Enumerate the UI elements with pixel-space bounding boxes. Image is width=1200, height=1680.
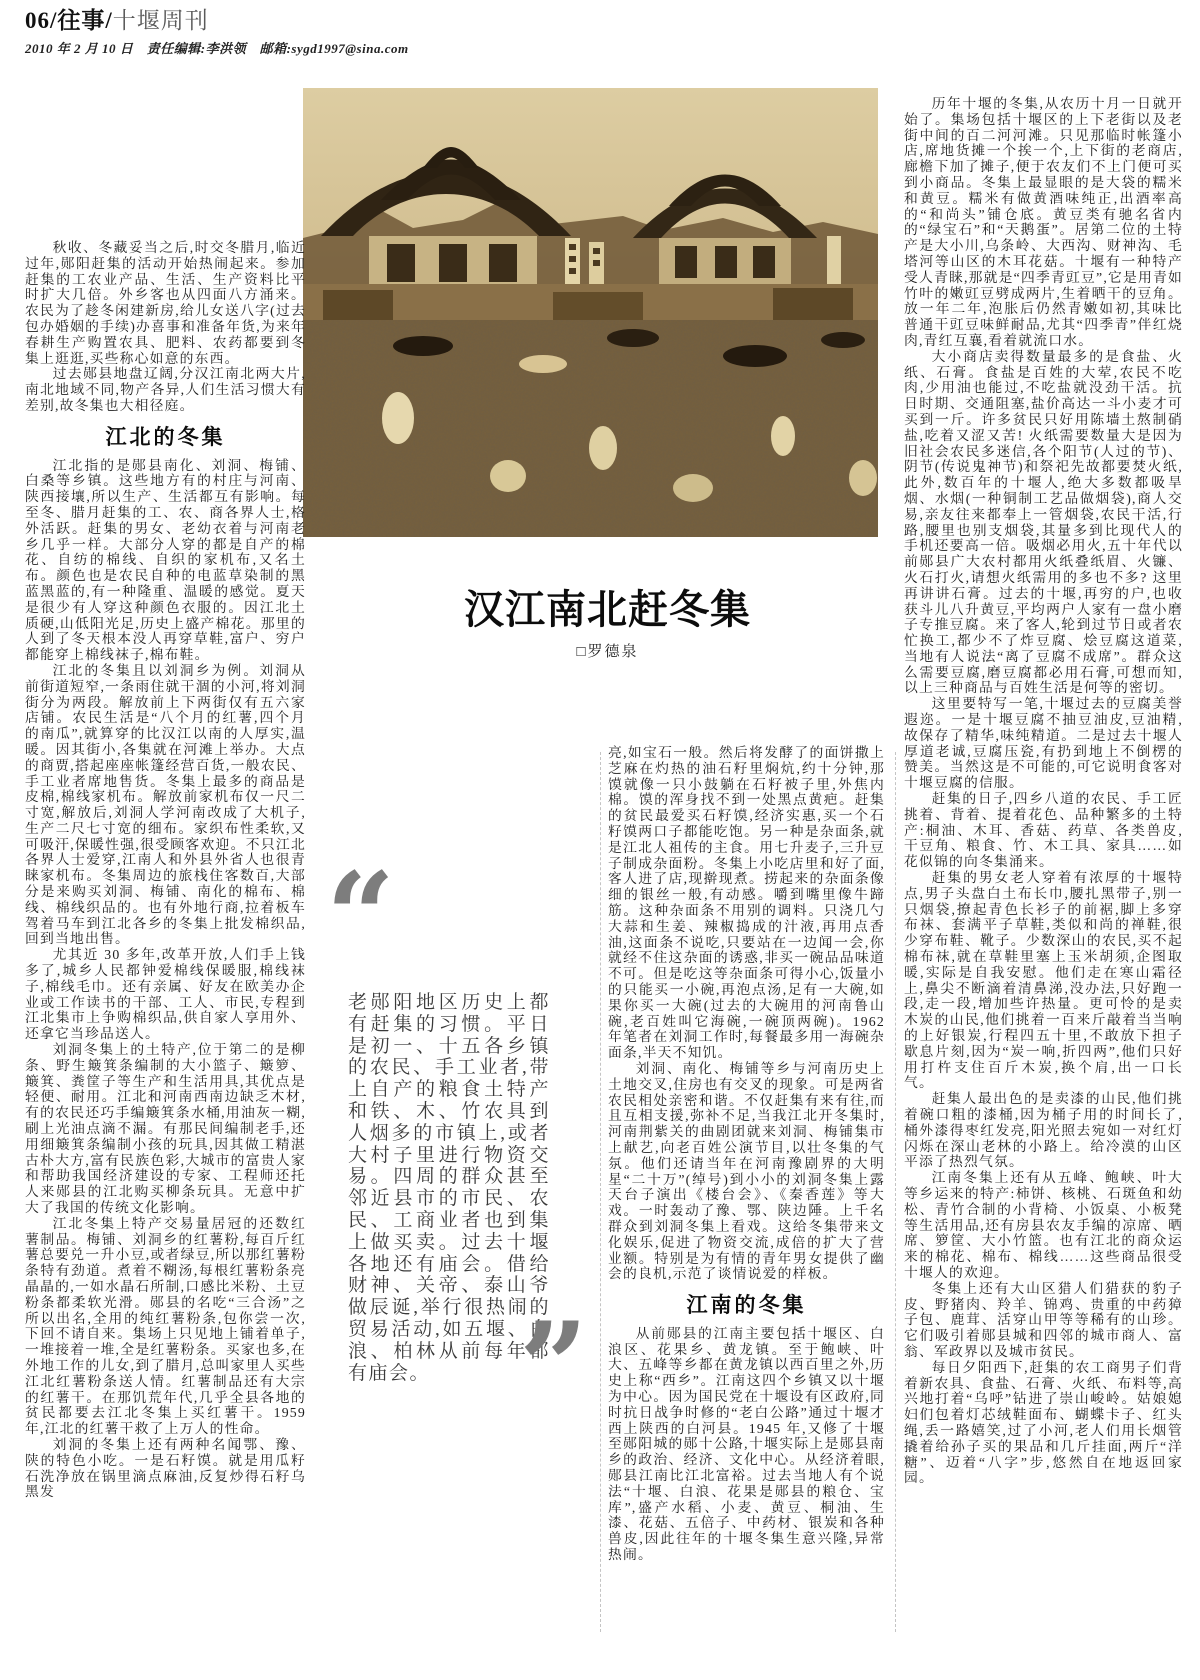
column-divider (600, 752, 601, 1632)
paragraph: 赶集人最出色的是卖漆的山民,他们挑着碗口粗的漆桶,因为桶子用的时间长了,桶外漆得枣红发亮,阳光照去宛如一对红灯闪烁在深山老林的小路上。给冷漠的山区平添了热烈气氛。 (904, 1091, 1183, 1170)
market-photo-illustration (303, 88, 878, 537)
section-heading: 江南的冬集 (686, 1293, 807, 1318)
paragraph: 江北的冬集且以刘洞乡为例。刘洞从前街道短窄,一条雨住就干涸的小河,将刘洞街分为两段。解放前上下两街仅有五六家店铺。农民生活是“八个月的红薯,四个月的南瓜”,就算穿的比汉江以南的人厚实,温暖。因其街小,各集就在河滩上举办。大点的商贾,搭起座座帐篷经营百货,一般农民、手工业者席地售货。冬集上最多的商品是皮棉,棉线家机布。解放前家机布仅一尺二寸宽,解放后,刘洞人学河南改成了大机子,生产二尺七寸宽的细布。家织布性柔软,又可吸汗,保暖性强,很受顾客欢迎。不只江北各界人士爱穿,江南人和外县外省人也很青睐家机布。冬集周边的旅栈住客数百,大部分是来购买刘洞、梅铺、南化的棉布、棉线、棉线织品的。也有外地行商,拉着板车驾着马车到江北各乡的冬集上批发棉织品,回到当地出售。 (25, 662, 306, 947)
paragraph: 历年十堰的冬集,从农历十月一日就开始了。集场包括十堰区的上下老街以及老街中间的百二河河滩。只见那临时帐篷小店,席地货摊一个挨一个,上下街的老商店,廊檐下加了摊子,便于农友们不上门便可买到小商品。冬集上最显眼的是大袋的糯米和黄豆。糯米有做黄酒味纯正,出酒率高的“和尚头”铺仓底。黄豆类有驰名省内的“绿宝石”和“天鹅蛋”。居第二位的土特产是大小川,乌条岭、大西沟、财神沟、毛塔河等山区的木耳花菇。十堰有一种特产受人青睐,那就是“四季青豇豆”,它是用青如竹叶的嫩豇豆劈成两片,生着晒干的豆角。放一年二年,泡胀后仍然青嫩如初,其味比普通干豇豆味鲜耐品,尤其“四季青”伴红烧肉,青红互襄,看着就流口水。 (904, 96, 1183, 348)
paragraph: 刘洞的冬集上还有两种名闻鄂、豫、陕的特色小吃。一是石籽馍。就是用瓜籽石洗净放在锅里滴点麻油,反复炒得石籽乌黑发 (25, 1436, 306, 1500)
paragraph: 江北指的是郧县南化、刘洞、梅铺、白桑等乡镇。这些地方有的村庄与河南、陕西接壤,所以生产、生活都互有影响。每至冬、腊月赶集的工、农、商各界人士,格外活跃。赶集的男女、老幼衣着与河南老乡几乎一样。大部分人穿的都是自产的棉花、自纺的棉线、自织的家机布,又名土布。颜色也是农民自种的电蓝草染制的黑蓝黑蓝的,有一种隆重、温暖的感觉。夏天是很少有人穿这种颜色衣服的。因江北土质硬,山低阳光足,历史上盛产棉花。那里的人到了冬天根本没人再穿草鞋,富户、穷户都能穿上棉线袜子,棉布鞋。 (25, 457, 306, 663)
paragraph: 亮,如宝石一般。然后将发酵了的面饼撒上芝麻在灼热的油石籽里焖炕,约十分钟,那馍就像一只小鼓躺在石籽被子里,外焦内棉。馍的浑身找不到一处黑点黄疤。赶集的贫民最爱买石籽馍,经济实惠,买一个石籽馍两口子都能吃饱。另一种是杂面条,就是江北人祖传的主食。用七升麦子,三升豆子制成杂面粉。冬集上小吃店里和好了面,客人进了店,现擀现煮。捞起来的杂面条像细的银丝一般,有动感。嚼到嘴里像牛蹄筋。这种杂面条不用别的调料。只浇几勺大蒜和生姜、辣椒捣成的汁液,再用点香油,这面条不说吃,只要站在一边闻一会,你就经不住这杂面的诱惑,非买一碗品品味道不可。但是吃这等杂面条可得小心,饭量小的只能买一小碗,再泡点汤,足有一大碗,如果你买一大碗(过去的大碗用的河南鲁山碗,老百姓叫它海碗,一碗顶两碗)。1962 年笔者在刘洞工作时,每餐最多用一海碗杂面条,半天不知饥。 (608, 745, 885, 1061)
paragraph: 过去郧县地盘辽阔,分汉江南北两大片,南北地域不同,物产各异,人们生活习惯大有差别,故冬集也大相径庭。 (25, 366, 306, 413)
close-quote-icon: ” (518, 1296, 588, 1437)
body-column-4 (904, 96, 1183, 1486)
section-heading: 江北的冬集 (105, 424, 226, 449)
paragraph: 刘洞、南化、梅铺等乡与河南历史上土地交叉,住房也有交叉的现象。可是两省农民相处亲密和谐。不仅赶集有来有往,而且互相支援,弥补不足,当我江北开冬集时,河南荆紫关的曲剧团就来刘洞、梅铺集市上献艺,向老百姓公演节目,以壮冬集的气氛。他们还请当年在河南豫剧界的大明星“二十万”(绰号)到小小的刘洞冬集上露天台子演出《楼台会》、《秦香莲》等大戏。一时轰动了豫、鄂、陕边陲。上千名群众到刘洞冬集上看戏。这给冬集带来文化娱乐,促进了物资交流,成倍的扩大了营业额。特别是为有情的青年男女提供了幽会的良机,示范了谈情说爱的样板。 (608, 1060, 885, 1282)
paragraph: 江北冬集上特产交易量居冠的还数红薯制品。梅铺、刘洞乡的红薯粉,每百斤红薯总要兑一升小豆,或者绿豆,所以那红薯粉条特有劲道。煮着不糊汤,每根红薯粉条亮晶晶的,一如水晶石所制,口感比米粉、土豆粉条都柔软光滑。郧县的名吃“三合汤”之所以出名,全用的纯红薯粉条,包你尝一次,下回不请自来。集场上只见地上铺着单子,一堆接着一堆,全是红薯粉条。买家也多,在外地工作的儿女,到了腊月,总叫家里人买些江北红薯粉条送人情。红薯制品还有大宗的红薯干。在那饥荒年代,几乎全县各地的贫民都要去江北冬集上买红薯干。1959 年,江北的红薯干救了上万人的性命。 (25, 1215, 306, 1437)
paragraph: 江南冬集上还有从五峰、鲍峡、叶大等乡运来的特产:柿饼、核桃、石斑鱼和幼松、青竹合制的小背椅、小饭桌、小板凳等生活用品,还有房县农友手编的凉席、晒席、箩筐、大小竹篮。也有江北的商众运来的棉花、棉布、棉线……这些商品很受十堰人的欢迎。 (904, 1170, 1183, 1280)
market-photo (303, 88, 878, 537)
article-head (330, 586, 885, 661)
section-name: 往事 (57, 8, 106, 33)
paragraph: 冬集上还有大山区猎人们猎获的豹子皮、野猪肉、羚羊、锦鸡、贵重的中药獐子包、鹿茸、活穿山甲等等稀有的山珍。它们吸引着郧县城和四邻的城市商人、富翁、军政界以及城市贫民。 (904, 1280, 1183, 1359)
paragraph: 从前郧县的江南主要包括十堰区、白浪区、花果乡、黄龙镇。至于鲍峡、叶大、五峰等乡都在黄龙镇以西百里之外,历史上称“西乡”。江南这四个乡镇又以十堰为中心。因为国民党在十堰设有区政府,同时抗日战争时修的“老白公路”通过十堰才西上陕西的白河县。1945 年,又修了十堰至郧阳城的郧十公路,十堰实际上是郧县南乡的政治、经济、文化中心。从经济着眼,郧县江南比江北富裕。过去当地人有个说法“十堰、白浪、花果是郧县的粮仓、宝库”,盛产水稻、小麦、黄豆、桐油、生漆、花菇、五倍子、中药材、银炭和各种兽皮,因此往年的十堰冬集生意兴隆,异常热闹。 (608, 1325, 885, 1563)
masthead-title-line (25, 8, 409, 34)
paragraph: 赶集的日子,四乡八道的农民、手工匠挑着、背着、提着花色、品种繁多的土特产:桐油、木耳、香菇、药草、各类兽皮,干豆角、粮食、竹、木工具、家具……如花似锦的向冬集涌来。 (904, 791, 1183, 870)
masthead-separator: / (105, 8, 113, 33)
article-author: □罗德泉 (576, 644, 639, 660)
pull-quote-text: 老郧阳地区历史上都有赶集的习惯。平日是初一、十五各乡镇的农民、手工业者,带上自产的粮食土特产和铁、木、竹农具到人烟多的市镇上,或者大村子里进行物资交易。四周的群众甚至邻近县市的市民、农民、工商业者也到集上做买卖。过去十堰各地还有庙会。借给财神、关帝、泰山爷做辰诞,举行很热闹的贸易活动,如五堰、白浪、柏林从前每年都有庙会。 (348, 992, 550, 1384)
body-column-1 (25, 240, 306, 1500)
body-column-3 (608, 745, 885, 1563)
publication-name: 十堰周刊 (112, 8, 209, 33)
paragraph: 尤其近 30 多年,改革开放,人们手上钱多了,城乡人民都钟爱棉线保暖服,棉线袜子,棉线毛巾。还有亲属、好友在欧美办企业或工作读书的干部、工人、市民,专程到江北集市上争购棉织品,供自家人享用外、还拿它当珍品送人。 (25, 947, 306, 1042)
paragraph: 赶集的男女老人穿着有浓厚的十堰特点,男子头盘白土布长巾,腰扎黑带子,别一只烟袋,撩起青色长衫子的前裾,脚上多穿布袜、套满平子草鞋,类似和尚的禅鞋,很少穿布鞋、靴子。少数深山的农民,买不起棉布袜,就在草鞋里塞上玉米胡须,企图取暖,实际是自我安慰。他们走在寒山霜径上,鼻尖不断滴着清鼻涕,没办法,只好跑一段,走一段,增加些许热量。更可怜的是卖木炭的山民,他们挑着一百来斤敲着当当响的上好银炭,行程四五十里,不敢放下担子歇息片刻,因为“炭一响,折四两”,他们只好用打杵支住百斤木炭,换个肩,出一口长气。 (904, 870, 1183, 1091)
paragraph: 秋收、冬藏妥当之后,时交冬腊月,临近过年,郧阳赶集的活动开始热闹起来。参加赶集的工农业产品、生活、生产资料比平时扩大几倍。外乡客也从四面八方涌来。农民为了趁冬闲建新房,给儿女送八字(过去包办婚姻的手续)办喜事和准备年货,为来年春耕生产购置农具、肥料、农药都要到冬集上逛逛,买些称心如意的东西。 (25, 240, 306, 366)
dateline: 2010 年 2 月 10 日 责任编辑:李洪领 邮箱:sygd1997@sina.com (25, 41, 409, 56)
page-number: 06/ (25, 8, 58, 33)
paragraph: 这里要特写一笔,十堰过去的豆腐美誉遐迩。一是十堰豆腐不抽豆油皮,豆油精,故保存了精华,味纯精道。二是过去十堰人厚道老诚,豆腐压瓷,有扔到地上不倒楞的赞美。当然这是不可能的,可它说明食客对十堰豆腐的信服。 (904, 696, 1183, 791)
open-quote-icon: “ (326, 846, 396, 987)
column-divider (895, 752, 896, 1632)
article-title: 汉江南北赶冬集 (464, 587, 751, 632)
paragraph: 大小商店卖得数量最多的是食盐、火纸、石膏。食盐是百姓的大荤,农民不吃肉,少用油也能过,不吃盐就没劲干活。抗日时期、交通阻塞,盐价高达一斗小麦才可买到一斤。许多贫民只好用陈墙土熬制硝盐,吃着又涩又苦! 火纸需要数量大是因为旧社会农民多迷信,各个阳节(人过的节)、阴节(传说鬼神节)和祭祀先故都要焚火纸,此外,数百年的十堰人,绝大多数都吸旱烟、水烟(一种铜制工艺品做烟袋),商人交易,亲友往来都奉上一管烟袋,农民干活,行路,腰里也别支烟袋,其量多到比现代人的手机还要高一倍。吸烟必用火,五十年代以前郧县广大农村都用火纸叠纸眉、火镰、火石打火,请想火纸需用的多也不多? 这里再讲讲石膏。过去的十堰,再穷的户,也收获斗儿八升黄豆,平均两户人家有一盘小磨子专推豆腐。来了客人,轮到过节日或者农忙换工,都少不了炸豆腐、烩豆腐这道菜,当地有人说法“离了豆腐不成席”。群众这么需要豆腐,磨豆腐都必用石膏,可想而知,以上三种商品与百姓生活是何等的密切。 (904, 348, 1183, 696)
paragraph: 每日夕阳西下,赶集的农工商男子们背着新农具、食盐、石膏、火纸、布料等,高兴地打着“乌呼”钻进了崇山峻岭。姑娘媳妇们包着灯芯绒鞋面布、蝴蝶卡子、红头绳,丢一路嬉笑,过了小河,老人们用长烟管撬着给孙子买的果品和几斤挂面,两斤“洋糖”、迈着“八字”步,悠然自在地返回家园。 (904, 1359, 1183, 1486)
masthead (25, 8, 409, 57)
paragraph: 刘洞冬集上的土特产,位于第二的是柳条、野生簸箕条编制的大小篮子、簸箩、簸箕、粪筐子等生产和生活用具,其优点是轻便、耐用。江北和河南西南边缺乏木材,有的农民还巧手编簸箕条水桶,用油灰一糊,刷上光油点滴不漏。有那民间编制老手,还用细簸箕条编制小孩的玩具,因其做工精湛古朴大方,富有民族色彩,大城市的富贵人家和帮助我国经济建设的专家、工程师还托人来郧县的江北购买柳条玩具。无意中扩大了我国的传统文化影响。 (25, 1042, 306, 1216)
